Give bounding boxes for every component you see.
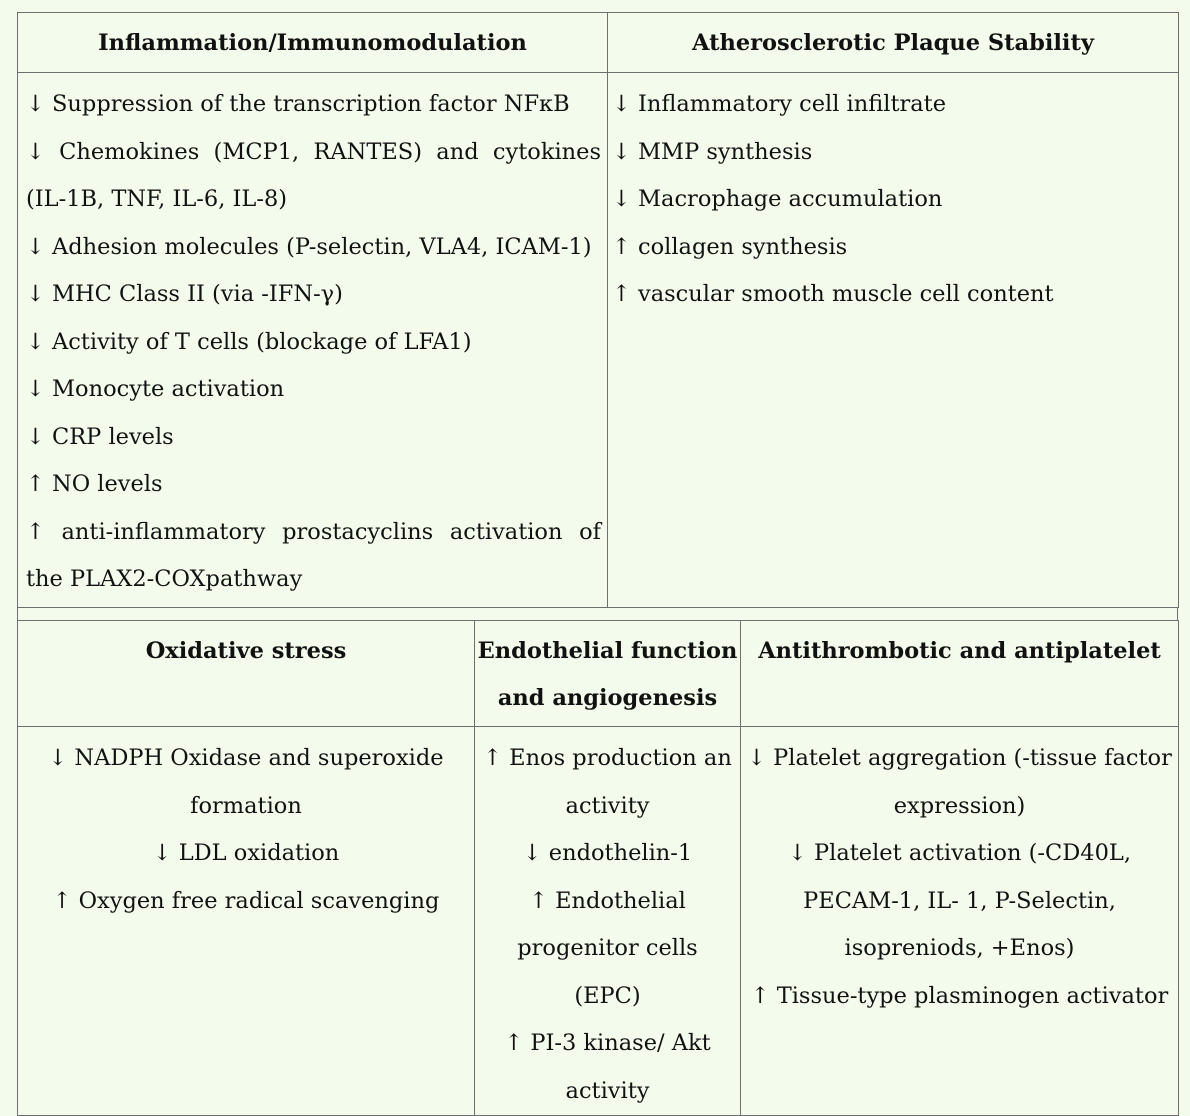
list-item: ↓ MHC Class II (via -IFN-γ) (26, 281, 343, 307)
list-item: ↑ collagen synthesis (612, 233, 848, 260)
header-plaque-stability: Atherosclerotic Plaque Stability (608, 13, 1179, 73)
list-item: ↑ Tissue-type plasminogen activator (750, 982, 1169, 1009)
inflammation-cell (18, 73, 608, 608)
list-item: ↓ LDL oxidation (152, 840, 340, 866)
list-item: ↑ Endothelial progenitor cells (EPC) (517, 887, 698, 1009)
header-oxidative-stress: Oxidative stress (18, 621, 475, 727)
list-item: ↓ Inflammatory cell infiltrate (612, 91, 947, 117)
list-item: ↓ CRP levels (26, 423, 174, 450)
list-item: ↓ Adhesion molecules (P-selectin, VLA4, ICAM-1) (26, 233, 592, 260)
endothelial-function-list (475, 727, 740, 1115)
header-endothelial-function: Endothelial function and angiogenesis (475, 621, 741, 727)
plaque-stability-list (608, 73, 1178, 319)
endothelial-function-cell (475, 727, 741, 1116)
list-item: ↓ Chemokines (MCP1, RANTES) and cytokines (IL-1B, TNF, IL-6, IL-8) (26, 138, 601, 212)
list-item: ↓ endothelin-1 (522, 840, 693, 866)
list-item: ↓ Monocyte activation (26, 376, 285, 402)
list-item: ↑ Oxygen free radical scavenging (52, 887, 440, 914)
list-item: ↓ MMP synthesis (612, 138, 813, 165)
list-item: ↑ vascular smooth muscle cell content (612, 281, 1054, 307)
header-antithrombotic: Antithrombotic and antiplatelet (741, 621, 1179, 727)
list-item: ↓ NADPH Oxidase and superoxide formation (48, 745, 444, 819)
table-separator (17, 607, 1178, 620)
antithrombotic-list (741, 727, 1178, 1020)
list-item: ↓ Activity of T cells (blockage of LFA1) (26, 328, 472, 355)
oxidative-stress-cell (18, 727, 475, 1116)
list-item: ↓ Platelet activation (-CD40L, PECAM-1, IL- 1, P-Selectin, isopreniods, +Enos) (788, 840, 1131, 961)
effects-table-bottom (17, 620, 1179, 1116)
list-item: ↓ Macrophage accumulation (612, 186, 943, 212)
plaque-stability-cell (608, 73, 1179, 608)
header-row (18, 621, 1179, 727)
effects-table-top (17, 12, 1179, 608)
header-inflammation: Inflammation/Immunomodulation (18, 13, 608, 73)
list-item: ↓ Suppression of the transcription factor NFκB (26, 91, 570, 117)
list-item: ↑ PI-3 kinase/ Akt activity (504, 1030, 711, 1104)
content-row (18, 73, 1179, 608)
antithrombotic-cell (741, 727, 1179, 1116)
header-row (18, 13, 1179, 73)
list-item: ↑ Enos production an activity (483, 745, 732, 819)
inflammation-list (18, 73, 607, 604)
list-item: ↑ anti-inflammatory prostacyclins activation of the PLAX2-COXpathway (26, 518, 601, 592)
content-row (18, 727, 1179, 1116)
list-item: ↑ NO levels (26, 471, 163, 497)
list-item: ↓ Platelet aggregation (-tissue factor expression) (747, 745, 1172, 819)
oxidative-stress-list (18, 727, 474, 925)
